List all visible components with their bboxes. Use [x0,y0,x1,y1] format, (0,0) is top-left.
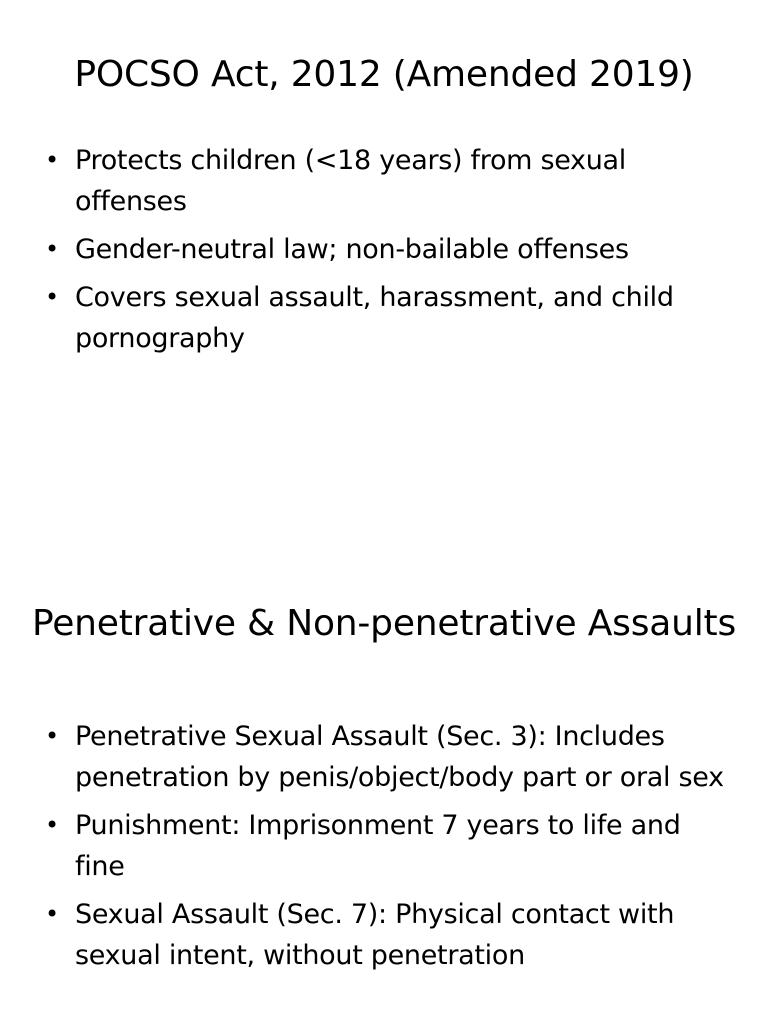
bullet-dot-icon: • [45,722,59,750]
bullet-text: Covers sexual assault, harassment, and child pornography [75,282,674,354]
bullet-item [45,716,735,798]
bullet-item [45,894,735,976]
bullet-text: Sexual Assault (Sec. 7): Physical contact with sexual intent, without penetration [75,899,675,971]
bullet-item [45,140,735,222]
bullet-item [45,277,735,359]
bullet-list [45,716,735,983]
bullet-text: Punishment: Imprisonment 7 years to life and fine [75,810,681,882]
slide-title: Penetrative & Non-penetrative Assaults [31,603,737,644]
bullet-list [45,140,735,366]
bullet-text: Protects children (<18 years) from sexual offenses [75,145,626,217]
bullet-item [45,229,735,270]
slide-assaults [0,580,768,1024]
bullet-dot-icon: • [45,900,59,928]
bullet-dot-icon: • [45,283,59,311]
slide-title: POCSO Act, 2012 (Amended 2019) [74,54,694,95]
bullet-text: Penetrative Sexual Assault (Sec. 3): Includes penetration by penis/object/body part or oral sex [75,721,724,793]
bullet-item [45,805,735,887]
bullet-dot-icon: • [45,146,59,174]
bullet-dot-icon: • [45,235,59,263]
bullet-text: Gender-neutral law; non-bailable offenses [75,234,629,265]
bullet-dot-icon: • [45,811,59,839]
